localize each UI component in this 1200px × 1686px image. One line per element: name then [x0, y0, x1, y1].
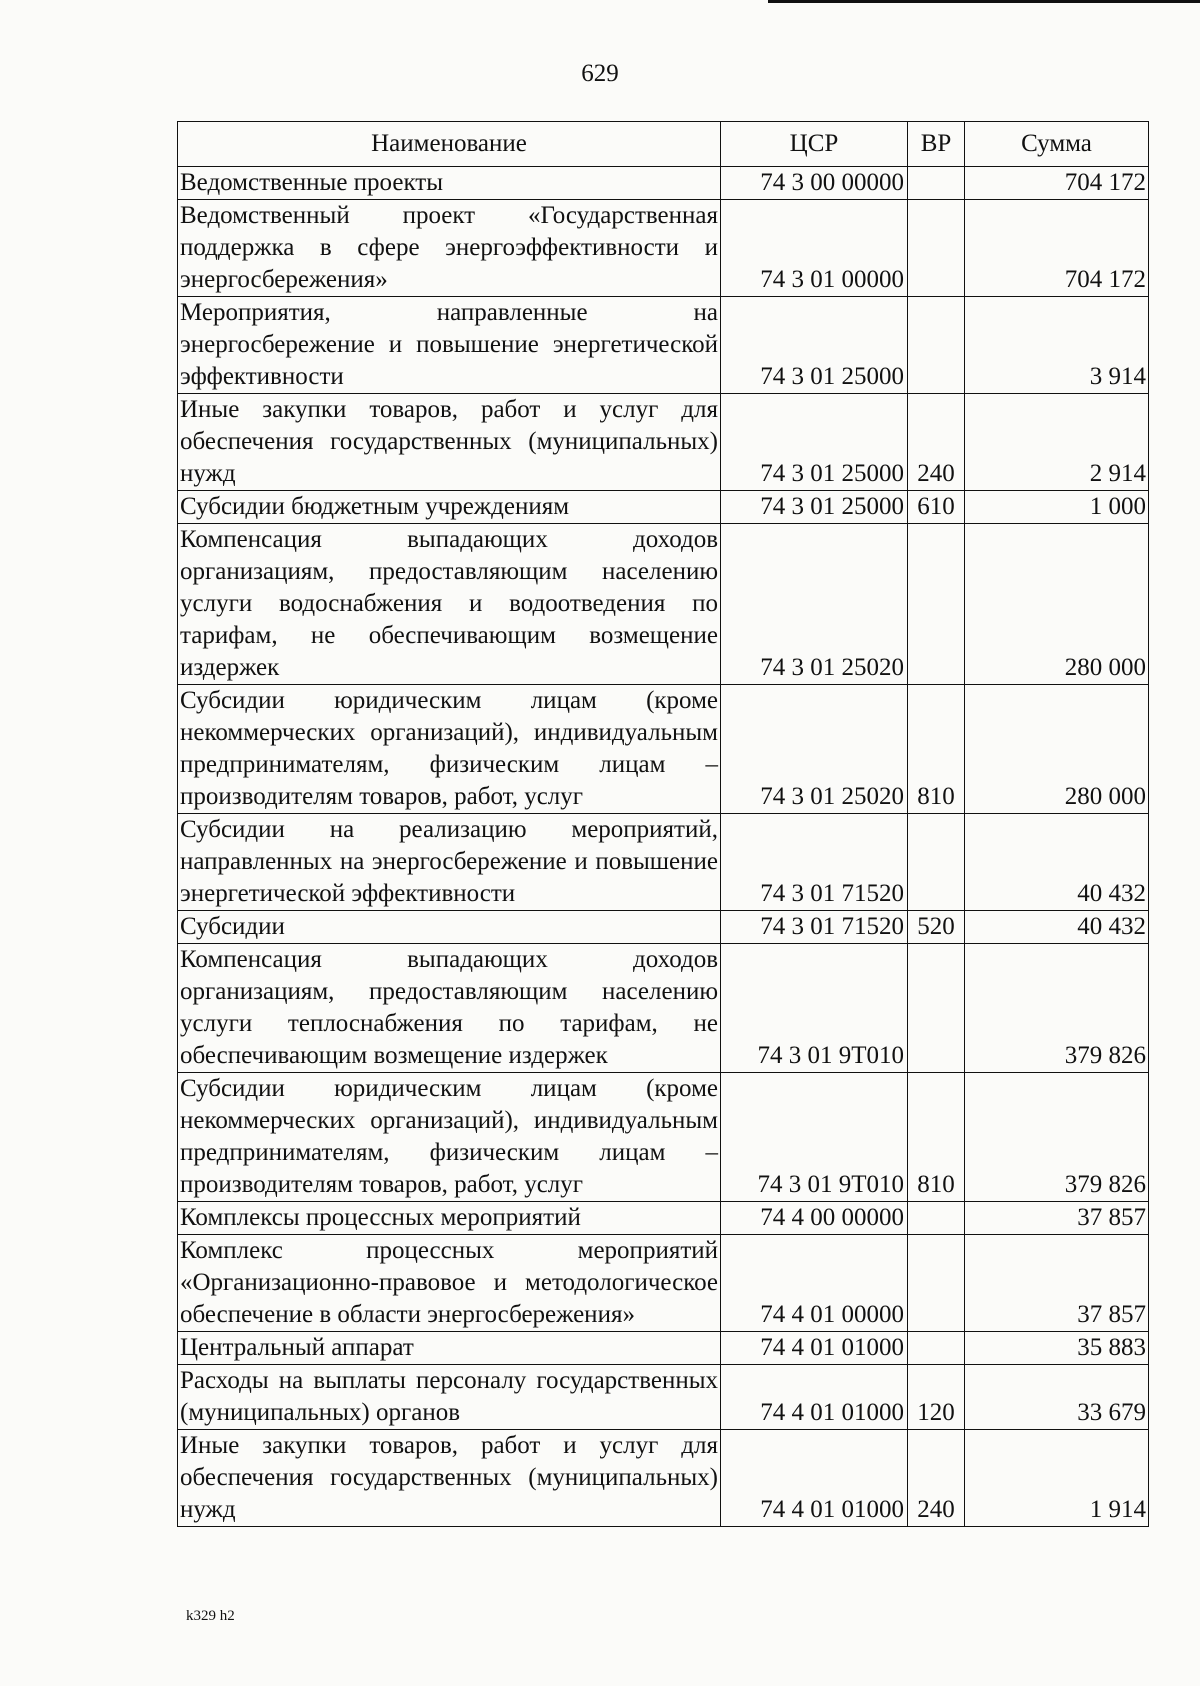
cell-name: Субсидии: [178, 911, 721, 944]
table-row: [178, 491, 1149, 524]
cell-sum: 379 826: [965, 944, 1149, 1073]
cell-name: Ведомственный проект «Государственная поддержка в сфере энергоэффективности и энергосбережения»: [178, 200, 721, 297]
cell-name: Центральный аппарат: [178, 1332, 721, 1365]
cell-csr: 74 3 01 25000: [721, 394, 908, 491]
cell-sum: 704 172: [965, 200, 1149, 297]
cell-name: Комплекс процессных мероприятий «Организационно-правовое и методологическое обеспечение в области энергосбережения»: [178, 1235, 721, 1332]
cell-name: Мероприятия, направленные на энергосбережение и повышение энергетической эффективности: [178, 297, 721, 394]
cell-sum: 40 432: [965, 814, 1149, 911]
table-row: [178, 297, 1149, 394]
cell-sum: 37 857: [965, 1202, 1149, 1235]
cell-csr: 74 3 00 00000: [721, 167, 908, 200]
table-body: [178, 167, 1149, 1527]
table-row: [178, 1235, 1149, 1332]
cell-sum: 704 172: [965, 167, 1149, 200]
cell-name: Комплексы процессных мероприятий: [178, 1202, 721, 1235]
table-row: [178, 167, 1149, 200]
table-row: [178, 814, 1149, 911]
cell-sum: 33 679: [965, 1365, 1149, 1430]
cell-vr: [908, 167, 965, 200]
table-row: [178, 524, 1149, 685]
cell-vr: [908, 1235, 965, 1332]
cell-vr: [908, 297, 965, 394]
cell-vr: 810: [908, 1073, 965, 1202]
cell-csr: 74 4 01 00000: [721, 1235, 908, 1332]
cell-vr: [908, 200, 965, 297]
table-row: [178, 911, 1149, 944]
cell-csr: 74 4 00 00000: [721, 1202, 908, 1235]
header-sum: Сумма: [965, 122, 1149, 167]
table-row: [178, 685, 1149, 814]
footer-code: k329 h2: [186, 1608, 235, 1624]
table-row: [178, 1365, 1149, 1430]
cell-vr: 240: [908, 394, 965, 491]
page-number: 629: [581, 60, 619, 87]
table-row: [178, 200, 1149, 297]
cell-vr: 120: [908, 1365, 965, 1430]
cell-name: Компенсация выпадающих доходов организациям, предоставляющим населению услуги водоснабжения и водоотведения по тарифам, не обеспечивающим возмещение издержек: [178, 524, 721, 685]
cell-sum: 1 000: [965, 491, 1149, 524]
cell-csr: 74 3 01 9Т010: [721, 944, 908, 1073]
cell-csr: 74 3 01 25020: [721, 685, 908, 814]
cell-sum: 1 914: [965, 1430, 1149, 1527]
cell-vr: [908, 1202, 965, 1235]
cell-sum: 280 000: [965, 524, 1149, 685]
cell-csr: 74 3 01 25000: [721, 297, 908, 394]
cell-csr: 74 3 01 9Т010: [721, 1073, 908, 1202]
header-csr: ЦСР: [721, 122, 908, 167]
table-row: [178, 1202, 1149, 1235]
cell-vr: 810: [908, 685, 965, 814]
table-header-row: [178, 122, 1149, 167]
cell-csr: 74 4 01 01000: [721, 1430, 908, 1527]
header-vr: ВР: [908, 122, 965, 167]
cell-name: Субсидии бюджетным учреждениям: [178, 491, 721, 524]
cell-name: Субсидии юридическим лицам (кроме некоммерческих организаций), индивидуальным предпринимателям, физическим лицам – производителям товаров, работ, услуг: [178, 1073, 721, 1202]
cell-name: Ведомственные проекты: [178, 167, 721, 200]
cell-name: Субсидии на реализацию мероприятий, направленных на энергосбережение и повышение энергетической эффективности: [178, 814, 721, 911]
table-row: [178, 1332, 1149, 1365]
cell-csr: 74 3 01 25020: [721, 524, 908, 685]
cell-csr: 74 3 01 25000: [721, 491, 908, 524]
cell-sum: 2 914: [965, 394, 1149, 491]
cell-csr: 74 4 01 01000: [721, 1365, 908, 1430]
cell-vr: [908, 814, 965, 911]
cell-name: Компенсация выпадающих доходов организациям, предоставляющим населению услуги теплоснабжения по тарифам, не обеспечивающим возмещение издержек: [178, 944, 721, 1073]
cell-name: Расходы на выплаты персоналу государственных (муниципальных) органов: [178, 1365, 721, 1430]
cell-sum: 379 826: [965, 1073, 1149, 1202]
table-row: [178, 944, 1149, 1073]
cell-csr: 74 3 01 71520: [721, 814, 908, 911]
table-row: [178, 394, 1149, 491]
cell-vr: 520: [908, 911, 965, 944]
table-row: [178, 1430, 1149, 1527]
cell-sum: 3 914: [965, 297, 1149, 394]
cell-name: Субсидии юридическим лицам (кроме некоммерческих организаций), индивидуальным предпринимателям, физическим лицам – производителям товаров, работ, услуг: [178, 685, 721, 814]
cell-csr: 74 3 01 71520: [721, 911, 908, 944]
cell-name: Иные закупки товаров, работ и услуг для обеспечения государственных (муниципальных) нужд: [178, 394, 721, 491]
cell-csr: 74 3 01 00000: [721, 200, 908, 297]
table-row: [178, 1073, 1149, 1202]
cell-sum: 280 000: [965, 685, 1149, 814]
cell-name: Иные закупки товаров, работ и услуг для обеспечения государственных (муниципальных) нужд: [178, 1430, 721, 1527]
cell-vr: 610: [908, 491, 965, 524]
cell-csr: 74 4 01 01000: [721, 1332, 908, 1365]
cell-vr: [908, 944, 965, 1073]
cell-vr: [908, 524, 965, 685]
header-name: Наименование: [178, 122, 721, 167]
cell-sum: 35 883: [965, 1332, 1149, 1365]
top-edge-rule: [768, 0, 1200, 3]
budget-table: [177, 121, 1149, 1527]
cell-sum: 40 432: [965, 911, 1149, 944]
cell-vr: [908, 1332, 965, 1365]
cell-sum: 37 857: [965, 1235, 1149, 1332]
cell-vr: 240: [908, 1430, 965, 1527]
